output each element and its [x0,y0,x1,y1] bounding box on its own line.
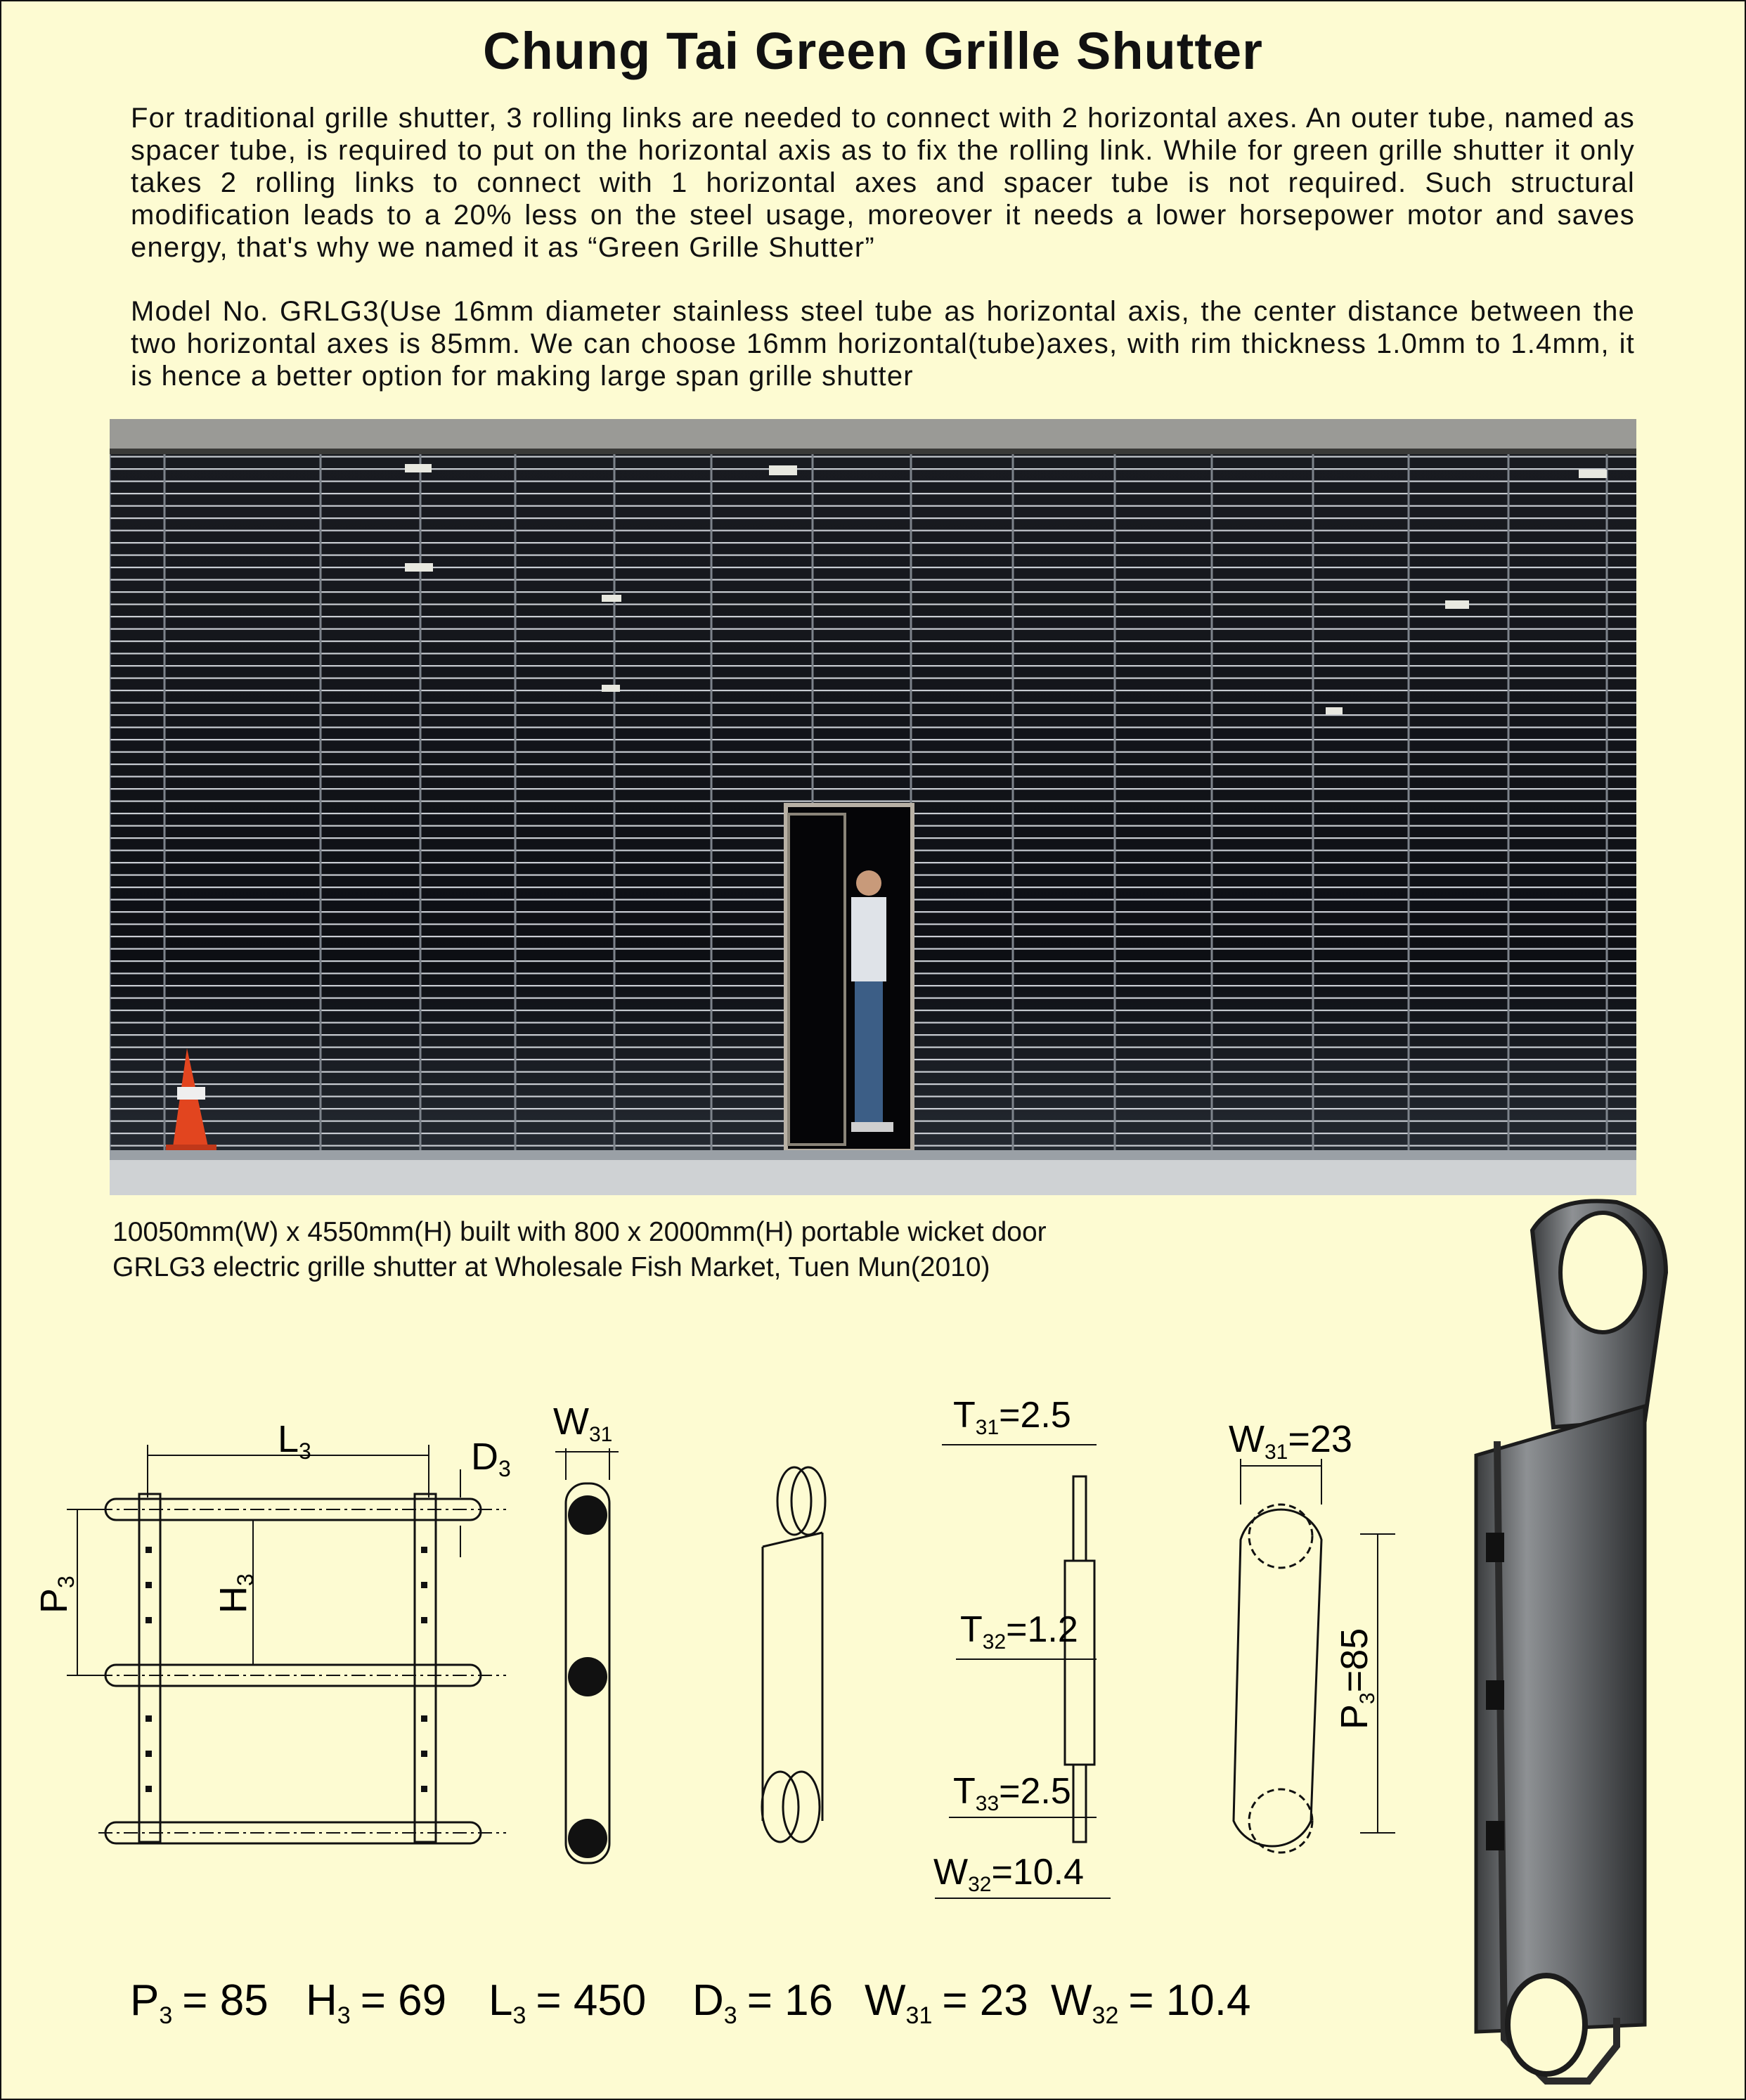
dim-D3: D3 [471,1436,511,1481]
shutter-photo [110,419,1636,1195]
photo-caption [112,1215,1047,1285]
spec-L3: L3 = 450 [489,1976,647,2029]
spec-H3: H3 = 69 [306,1976,447,2029]
caption-line-2: GRLG3 electric grille shutter at Wholesale Fish Market, Tuen Mun(2010) [112,1252,990,1282]
page-title: Chung Tai Green Grille Shutter [483,22,1263,80]
caption-line-1: 10050mm(W) x 4550mm(H) built with 800 x 2000mm(H) portable wicket door [112,1217,1047,1247]
dim-T31: T31=2.5 [953,1395,1071,1439]
spec-W31: W31 = 23 [865,1976,1028,2029]
dim-P3-front: P3=85 [1333,1628,1379,1729]
intro-paragraph: For traditional grille shutter, 3 rolling links are needed to connect with 2 horizontal axes. An outer tube, named as spacer tube, is required to put on the horizontal axis as to fix the rolling link. While for green grille shutter it only takes 2 rolling links to connect with 1 horizontal axes and spacer tube is not required. Such structural modification leads to a 20% less on the steel usage, moreover it needs a lower horsepower motor and saves energy, that's why we named it as “Green Grille Shutter” [131,103,1635,263]
dim-H3: H3 [212,1573,258,1613]
dim-L3: L3 [278,1418,311,1464]
dim-W31-front: W31=23 [1229,1418,1352,1464]
spec-P3: P3 = 85 [130,1976,269,2029]
dim-W31-side: W31 [553,1400,613,1446]
dim-P3: P3 [33,1576,79,1613]
model-paragraph: Model No. GRLG3(Use 16mm diameter stainless steel tube as horizontal axis, the center distance between the two horizontal axes is 85mm. We can choose 16mm horizontal(tube)axes, with rim thickness 1.0mm to 1.4mm, it is hence a better option for making large span grille shutter [131,296,1635,392]
dim-T32: T32=1.2 [960,1609,1078,1654]
spec-W32: W32 = 10.4 [1051,1976,1251,2029]
dim-W32: W32=10.4 [933,1852,1085,1896]
spec-D3: D3 = 16 [692,1976,834,2029]
technical-drawing [0,1364,1441,1983]
dim-T33: T33=2.5 [953,1771,1071,1815]
link-photo [1434,1188,1715,2095]
spec-values [0,1954,1336,2060]
